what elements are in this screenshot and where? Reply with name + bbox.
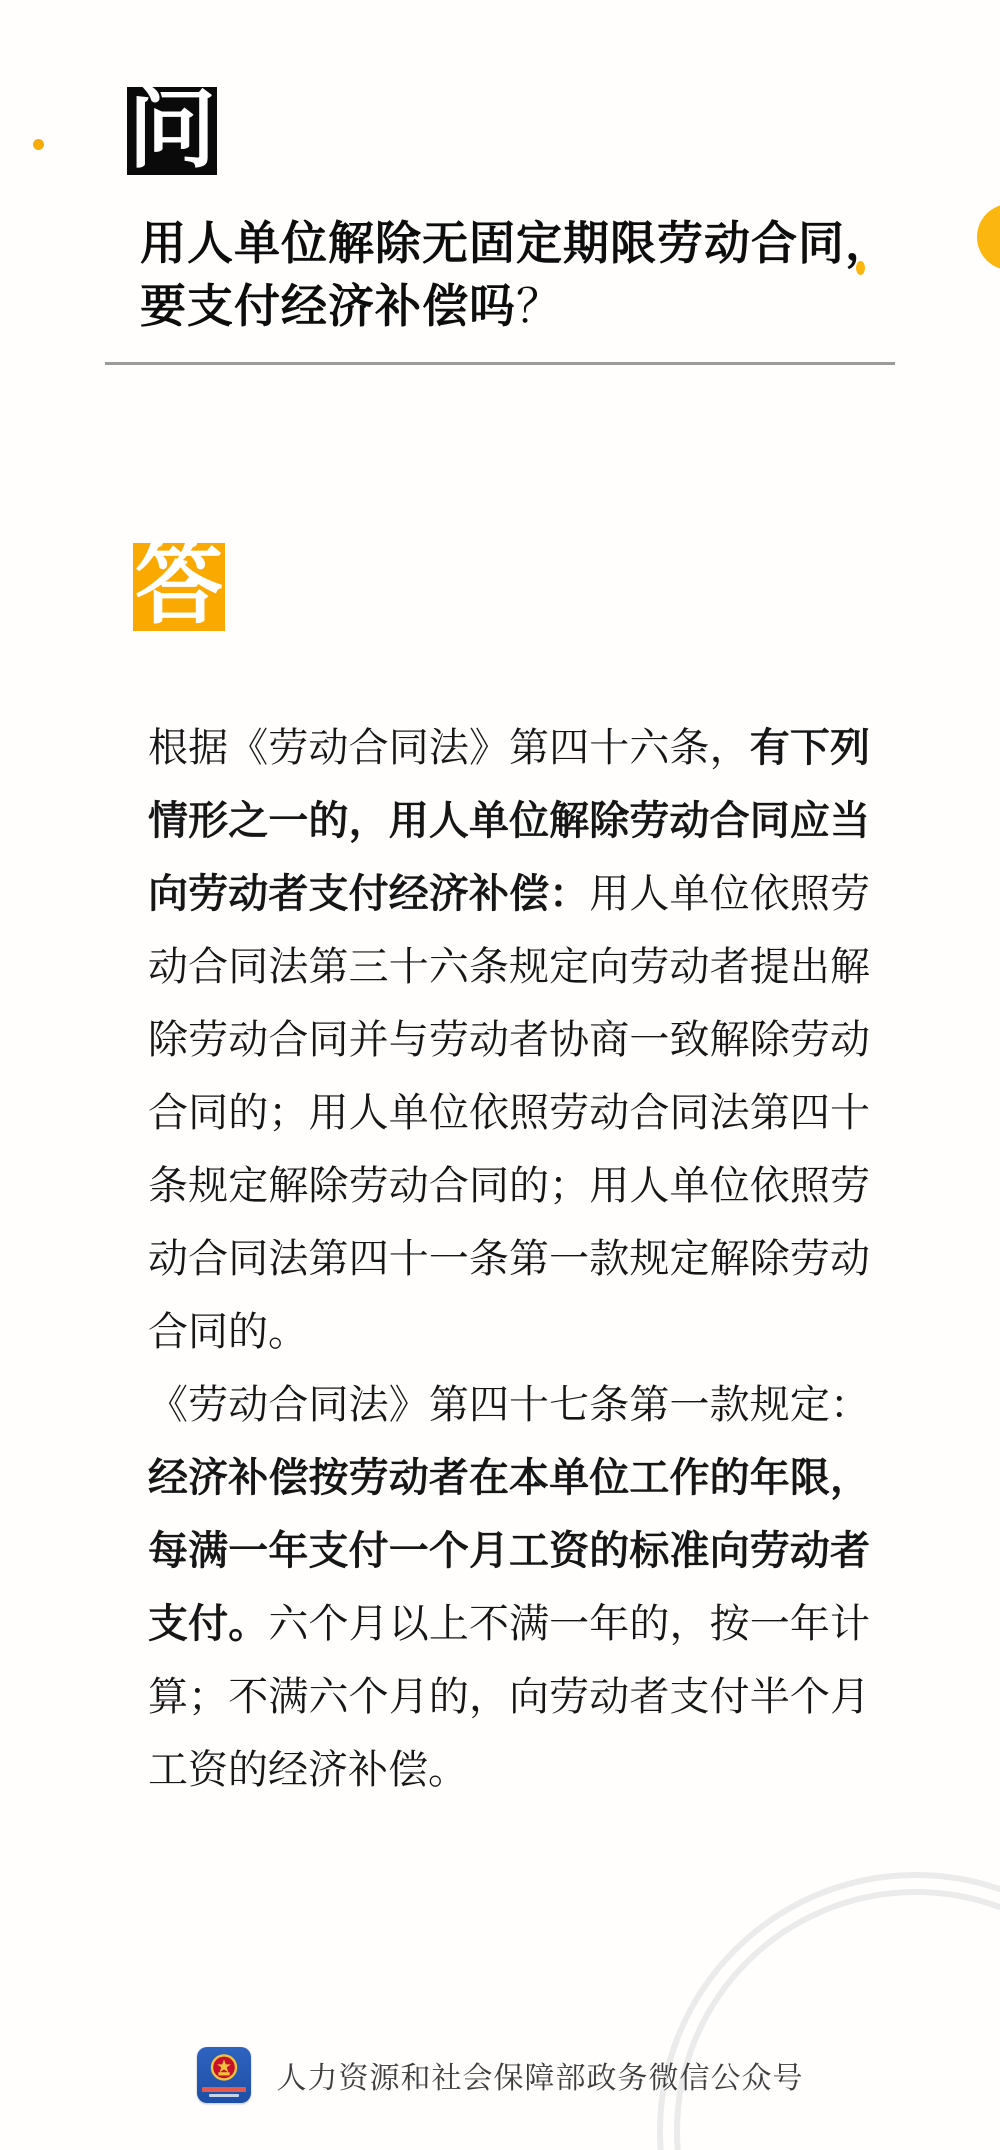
divider-line (105, 362, 895, 365)
decor-dot-top-left (33, 139, 44, 150)
question-title-question-mark: ？ (516, 280, 563, 332)
text-run-bold: 经济补偿按劳动者在本单位工作的年限，每满一年支付一个月工资的标准向劳动者支付。 (148, 1456, 870, 1646)
answer-marker-block (133, 535, 225, 634)
national-emblem-icon (208, 2053, 240, 2085)
answer-paragraph-1 (148, 712, 870, 1369)
question-marker-glyph: 问 (127, 79, 216, 178)
answer-body (148, 712, 870, 1807)
decor-ring-inner (674, 1889, 1000, 2150)
answer-paragraph-2 (148, 1369, 870, 1807)
question-title-line2-text: 要支付经济补偿吗 (140, 280, 516, 332)
logo-caption-line (209, 2094, 239, 2097)
answer-marker-glyph: 答 (134, 535, 223, 634)
footer (0, 2045, 1000, 2105)
text-run: 根据《劳动合同法》第四十六条， (148, 726, 750, 770)
decor-circle-right-edge (977, 204, 1000, 270)
question-marker-block (127, 79, 217, 178)
question-title (140, 212, 920, 338)
question-title-line2 (140, 275, 920, 338)
text-run: 用人单位依照劳动合同法第三十六条规定向劳动者提出解除劳动合同并与劳动者协商一致解除劳动合同的；用人单位依照劳动合同法第四十条规定解除劳动合同的；用人单位依照劳动合同法第四十一条第一款规定解除劳动合同的。 (148, 872, 871, 1354)
question-title-line1: 用人单位解除无固定期限劳动合同， (140, 217, 892, 269)
text-run: 六个月以上不满一年的，按一年计算；不满六个月的，向劳动者支付半个月工资的经济补偿。 (148, 1602, 871, 1792)
text-run: 《劳动合同法》第四十七条第一款规定： (148, 1383, 870, 1427)
text-run-bold: 有下列情形之一的，用人单位解除劳动合同应当向劳动者支付经济补偿： (148, 726, 871, 916)
footer-account-name: 人力资源和社会保障部政务微信公众号 (276, 2062, 804, 2095)
mohrss-emblem-logo (197, 2047, 251, 2103)
logo-caption-line (202, 2087, 246, 2092)
